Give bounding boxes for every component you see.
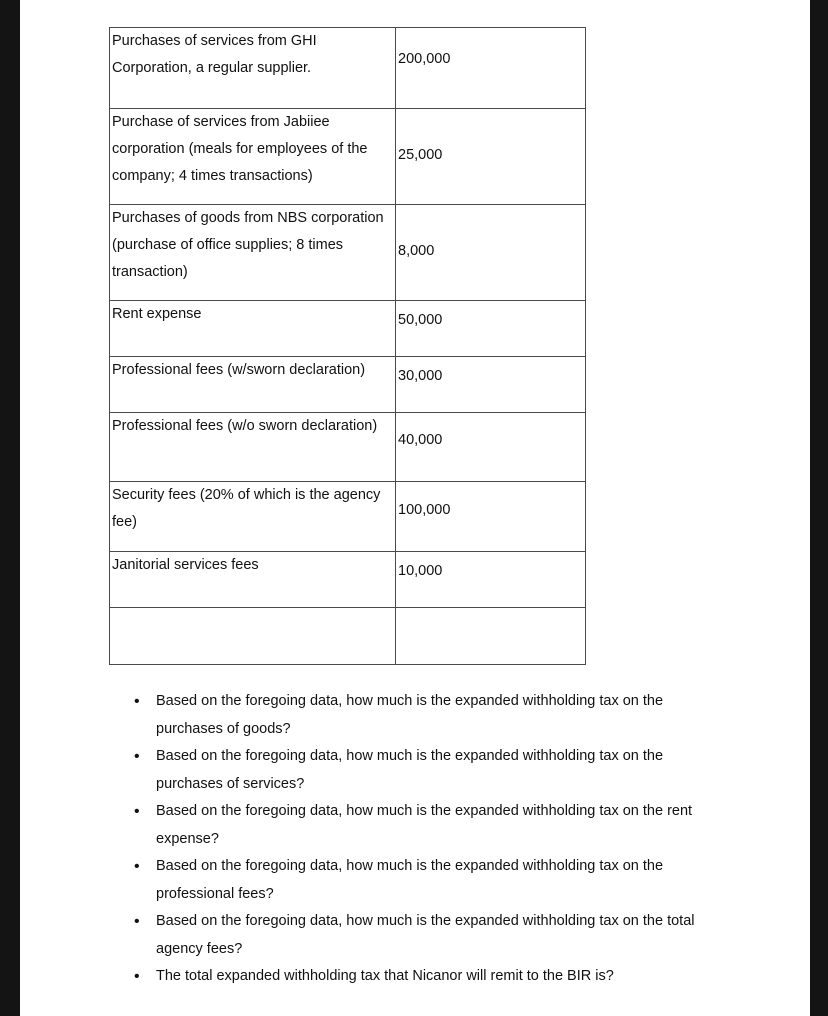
row-amount: 100,000 xyxy=(396,482,586,552)
row-amount: 8,000 xyxy=(396,205,586,301)
list-item: • Based on the foregoing data, how much is the expanded withholding tax on the total agency fees? xyxy=(136,908,706,963)
row-amount: 10,000 xyxy=(396,552,586,608)
table-row xyxy=(110,28,586,109)
table-row xyxy=(110,552,586,608)
row-amount: 50,000 xyxy=(396,301,586,357)
row-amount: 30,000 xyxy=(396,357,586,413)
table-row xyxy=(110,357,586,413)
row-amount: 40,000 xyxy=(396,413,586,482)
list-item: • Based on the foregoing data, how much is the expanded withholding tax on the purchases of goods? xyxy=(136,688,706,743)
table-row xyxy=(110,109,586,205)
row-label xyxy=(110,608,396,665)
document-page xyxy=(20,0,810,1016)
table-row xyxy=(110,205,586,301)
table-row xyxy=(110,482,586,552)
table-row xyxy=(110,608,586,665)
list-item: • Based on the foregoing data, how much is the expanded withholding tax on the purchases of services? xyxy=(136,743,706,798)
list-item: • Based on the foregoing data, how much is the expanded withholding tax on the rent expense? xyxy=(136,798,706,853)
row-label: Janitorial services fees xyxy=(110,552,396,608)
list-item: • The total expanded withholding tax that Nicanor will remit to the BIR is? xyxy=(136,963,706,991)
row-label: Professional fees (w/o sworn declaration) xyxy=(110,413,396,482)
row-label: Purchase of services from Jabiiee corporation (meals for employees of the company; 4 times transactions) xyxy=(110,109,396,205)
row-label: Rent expense xyxy=(110,301,396,357)
row-amount xyxy=(396,608,586,665)
table-row xyxy=(110,301,586,357)
row-amount: 25,000 xyxy=(396,109,586,205)
row-label: Purchases of services from GHI Corporation, a regular supplier. xyxy=(110,28,396,109)
question-list xyxy=(136,688,706,991)
expense-table xyxy=(109,27,586,665)
list-item: • Based on the foregoing data, how much is the expanded withholding tax on the professional fees? xyxy=(136,853,706,908)
row-label: Professional fees (w/sworn declaration) xyxy=(110,357,396,413)
row-amount: 200,000 xyxy=(396,28,586,109)
table-row xyxy=(110,413,586,482)
row-label: Security fees (20% of which is the agency fee) xyxy=(110,482,396,552)
row-label: Purchases of goods from NBS corporation (purchase of office supplies; 8 times transaction) xyxy=(110,205,396,301)
